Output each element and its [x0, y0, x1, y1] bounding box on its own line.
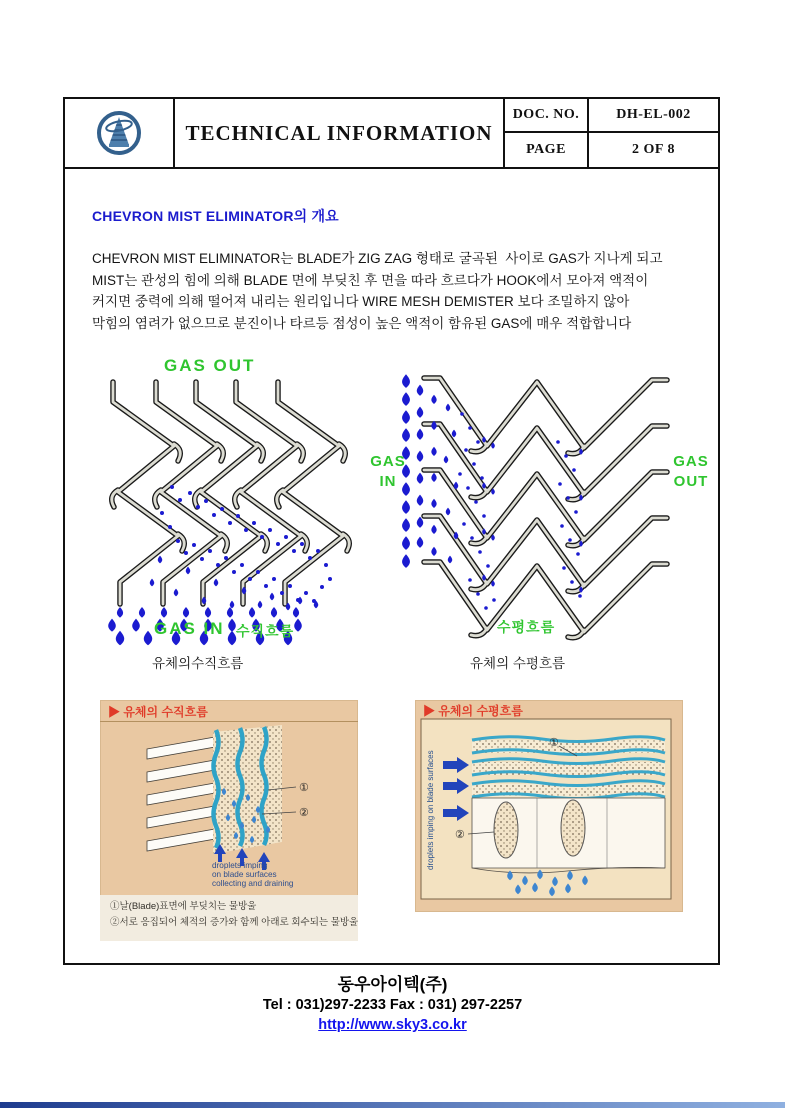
scan-figure-horizontal [415, 700, 683, 912]
paragraph-line: 막힘의 염려가 없으므로 분진이나 타르등 점성이 높은 액적이 함유된 GAS에 매우 적합합니다 [92, 315, 632, 331]
paragraph-line: CHEVRON MIST ELIMINATOR는 BLADE가 ZIG ZAG 형태로 굴곡된 사이로 GAS가 지나게 되고 [92, 251, 663, 266]
paragraph-line: MIST는 관성의 힘에 의해 BLADE 면에 부딪친 후 면을 따라 흐르다가 HOOK에서 모아져 액적이 [92, 272, 649, 288]
contact-info: Tel : 031)297-2233 Fax : 031) 297-2257 [262, 997, 523, 1013]
company-name: 동우아이텍(주) [337, 975, 448, 994]
scan-annotation-vertical: droplets imping on blade surfaces [426, 750, 435, 870]
company-logo-cell [65, 99, 175, 167]
vertical-flow-label: 수직흐름 [236, 623, 295, 639]
page-label: PAGE [505, 133, 589, 167]
company-logo-icon [95, 109, 143, 157]
vertical-diagram-caption: 유체의수직흐름 [152, 656, 244, 671]
paragraph-line: 커지면 중력에 의해 떨어져 내리는 원리입니다 WIRE MESH DEMISTER 보다 조밀하지 않아 [92, 294, 630, 309]
scan-caption-line: ①날(Blade)표면에 부딪치는 물방울 [110, 901, 257, 912]
scan-horizontal-title: ▶ 유체의 수평흐름 [423, 703, 523, 718]
document-title: TECHNICAL INFORMATION [175, 99, 505, 167]
marker-2: ② [299, 807, 309, 819]
body-paragraph [92, 248, 663, 334]
footer-divider-bar [0, 1102, 785, 1108]
marker-2: ② [455, 829, 465, 841]
horizontal-flow-diagram [362, 356, 712, 648]
vertical-flow-diagram [100, 355, 400, 647]
doc-no-label: DOC. NO. [505, 99, 589, 133]
marker-1: ① [299, 782, 309, 794]
horizontal-flow-label: 수평흐름 [497, 619, 556, 635]
scan-caption-line: ②서로 응집되어 체적의 증가와 함께 아래로 회수되는 물방울 [110, 917, 359, 929]
scan-vertical-illustration [100, 722, 358, 890]
gas-in-label-horizontal: GAS IN [370, 453, 406, 490]
svg-text:on blade surfaces: on blade surfaces [212, 870, 277, 879]
gas-out-label-vertical: GAS OUT [164, 356, 256, 375]
scan-annotation [212, 861, 294, 888]
header-table [65, 99, 718, 169]
svg-text:droplets imping: droplets imping [212, 861, 268, 870]
gas-in-label-vertical: GAS IN [154, 619, 225, 638]
chevron-blades-horizontal [424, 378, 667, 638]
blade-strips [147, 737, 215, 851]
section-title: CHEVRON MIST ELIMINATOR의 개요 [92, 208, 339, 224]
chevron-blades-vertical [112, 382, 350, 604]
website-link-wrap [0, 1016, 785, 1034]
scan-vertical-title: ▶ 유체의 수직흐름 [100, 700, 358, 722]
doc-no-value: DH-EL-002 [589, 99, 718, 133]
svg-text:collecting and draining: collecting and draining [212, 879, 294, 888]
scan-figure-vertical [100, 700, 358, 936]
scan-vertical-captions [100, 895, 358, 941]
website-link[interactable]: http://www.sky3.co.kr [318, 1017, 467, 1033]
horizontal-diagram-caption: 유체의 수평흐름 [470, 656, 566, 671]
scan-horizontal-illustration [415, 718, 683, 912]
page-value: 2 OF 8 [589, 133, 718, 167]
gas-out-label-horizontal: GAS OUT [673, 453, 709, 490]
marker-1: ① [549, 737, 559, 749]
